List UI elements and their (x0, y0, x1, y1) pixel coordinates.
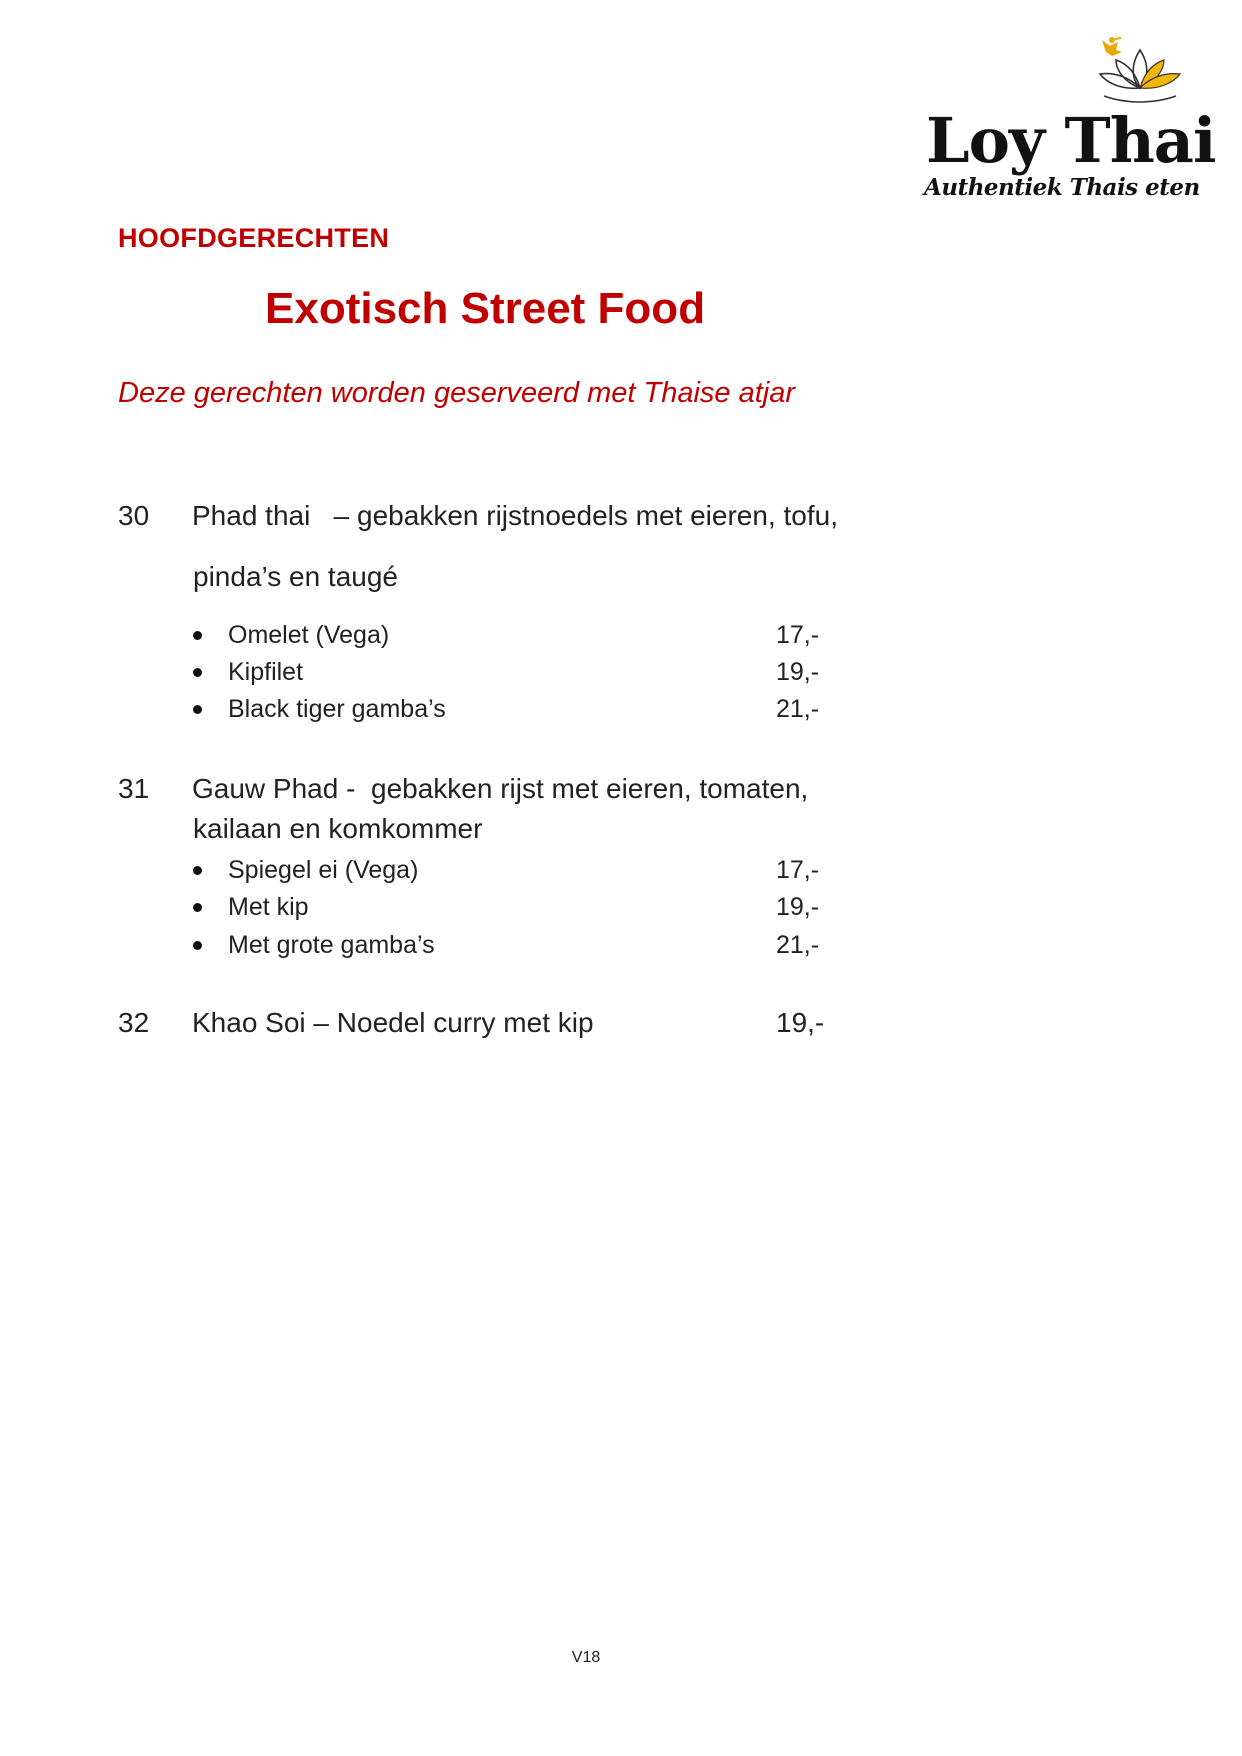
version-label: V18 (571, 1649, 601, 1666)
dish-separator: – (333, 500, 350, 531)
dish-number: 31 (118, 773, 150, 804)
dish-description: gebakken rijst met eieren, tomaten, (371, 773, 809, 804)
bullet-icon (193, 903, 202, 912)
lotus-flower-icon (1090, 30, 1190, 110)
dish-description-continued: kailaan en komkommer (193, 813, 483, 844)
option-label: Kipfilet (228, 658, 304, 686)
dish-title-line (192, 771, 808, 807)
dish-description-continued: pinda’s en taugé (193, 561, 398, 592)
dish-name: Phad thai (192, 500, 311, 531)
logo-name: Loy Thai (926, 104, 1216, 177)
dish-separator: - (346, 773, 356, 804)
option-price: 17,- (776, 621, 820, 649)
dish-name: Khao Soi (192, 1007, 306, 1038)
section-label: HOOFDGERECHTEN (118, 223, 390, 253)
page-footer (0, 1648, 1242, 1668)
option-price: 19,- (776, 893, 820, 921)
bullet-icon (193, 668, 202, 677)
option-price: 19,- (776, 658, 820, 686)
dish-number: 32 (118, 1007, 150, 1038)
page-subtitle: Deze gerechten worden geserveerd met Thaise atjar (118, 377, 796, 409)
dish-description: Noedel curry met kip (336, 1007, 594, 1038)
dish-price: 19,- (776, 1007, 825, 1038)
bullet-icon (193, 705, 202, 714)
logo-tagline: Authentiek Thais eten (924, 174, 1200, 201)
bullet-icon (193, 941, 202, 950)
page-title: Exotisch Street Food (265, 284, 706, 333)
option-label: Black tiger gamba’s (228, 695, 446, 723)
bullet-icon (193, 866, 202, 875)
option-price: 21,- (776, 931, 820, 959)
option-price: 17,- (776, 856, 820, 884)
restaurant-logo (920, 30, 1216, 210)
option-label: Met kip (228, 893, 309, 921)
option-price: 21,- (776, 695, 820, 723)
dish-title-line (192, 498, 838, 534)
dish-name: Gauw Phad (192, 773, 339, 804)
bullet-icon (193, 631, 202, 640)
option-label: Spiegel ei (Vega) (228, 856, 419, 884)
dish-description: gebakken rijstnoedels met eieren, tofu, (357, 500, 838, 531)
dish-title-line (192, 1005, 594, 1041)
option-label: Omelet (Vega) (228, 621, 390, 649)
dish-separator: – (313, 1007, 329, 1038)
dish-number: 30 (118, 500, 150, 531)
option-label: Met grote gamba’s (228, 931, 435, 959)
